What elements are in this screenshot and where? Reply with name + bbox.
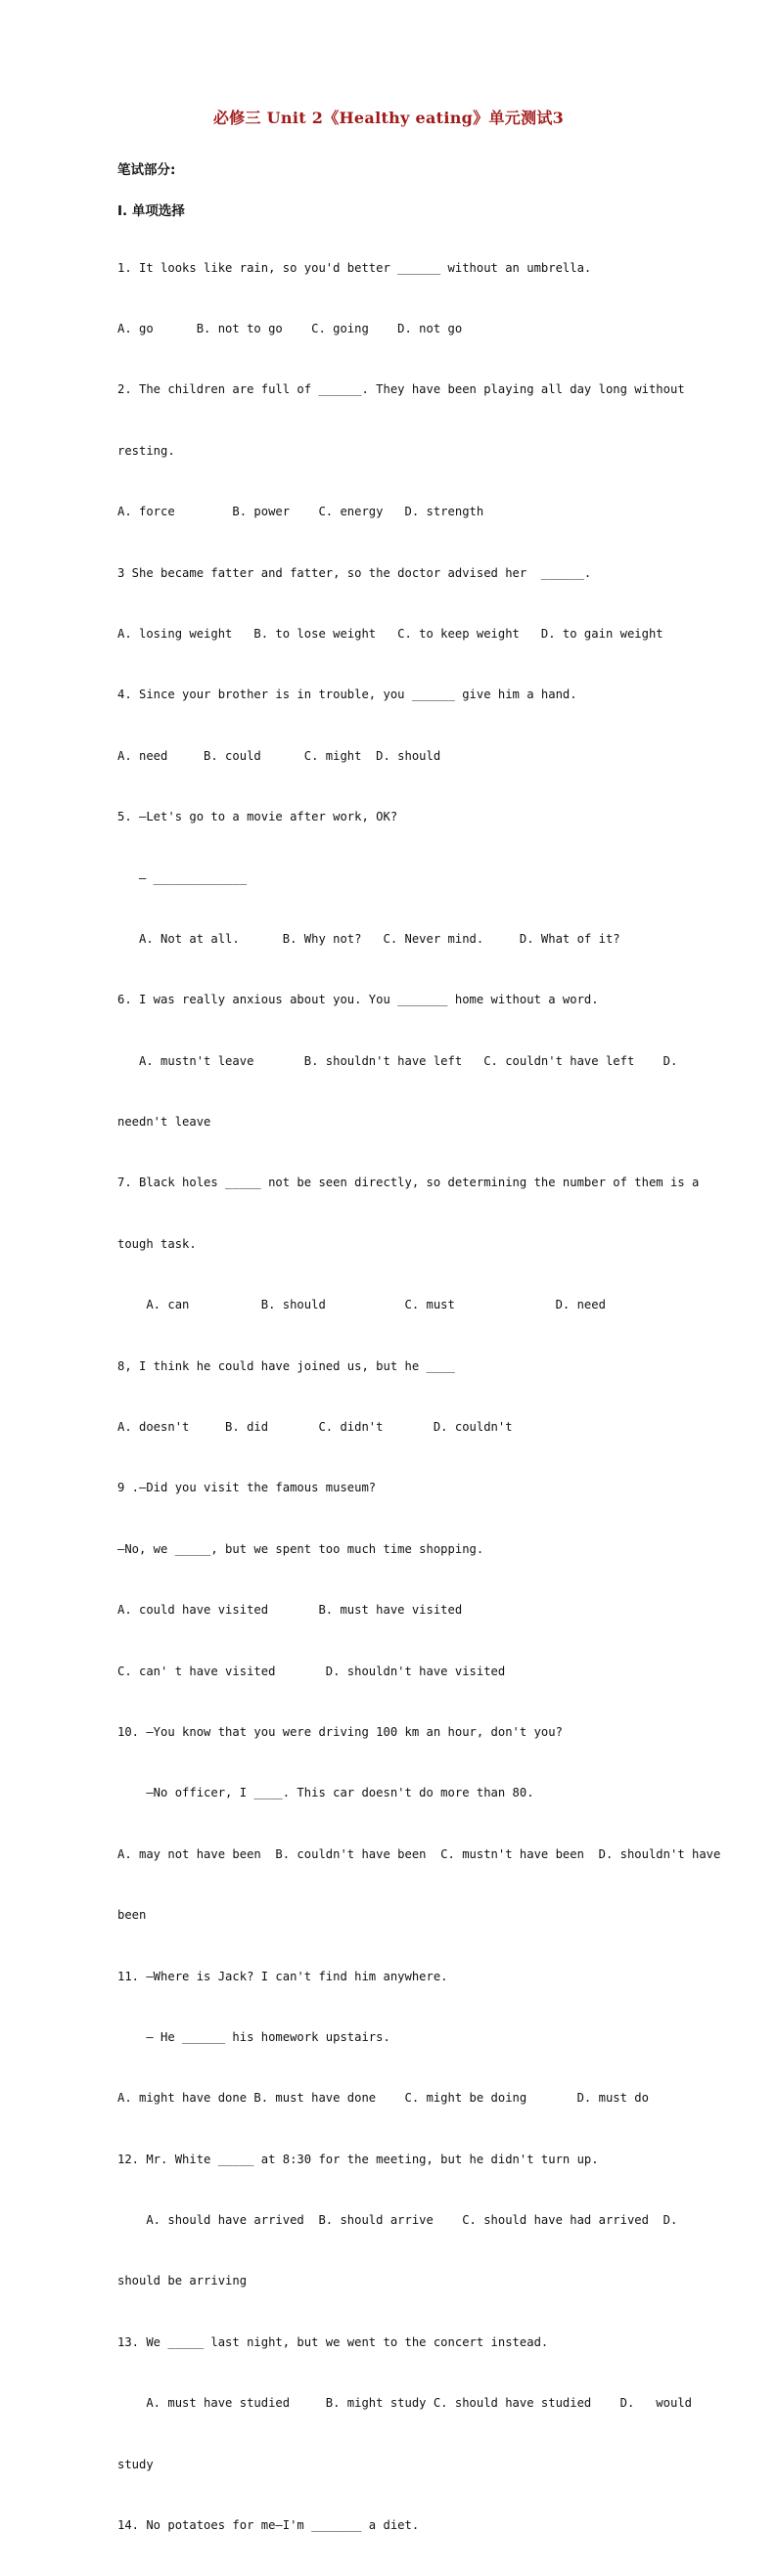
text-line: 9 .—Did you visit the famous museum? xyxy=(117,1481,377,1495)
question-list xyxy=(117,217,721,2576)
text-line: 7. Black holes _____ not be seen directly, so determining the number of them is a xyxy=(117,1176,700,1190)
text-line: A. force B. power C. energy D. strength xyxy=(117,505,484,519)
section-heading: I. 单项选择 xyxy=(117,203,185,219)
text-line: 13. We _____ last night, but we went to the concert instead. xyxy=(117,2334,549,2349)
text-line: study xyxy=(117,2457,154,2471)
text-line: 6. I was really anxious about you. You _______ home without a word. xyxy=(117,993,599,1007)
text-line: 14. No potatoes for me—I'm _______ a diet. xyxy=(117,2518,420,2533)
text-line: A. must have studied B. might study C. should have studied D. would xyxy=(117,2396,692,2411)
text-line: A. go B. not to go C. going D. not go xyxy=(117,321,463,335)
text-line: C. can' t have visited D. shouldn't have visited xyxy=(117,1664,506,1678)
text-line: A. losing weight B. to lose weight C. to keep weight D. to gain weight xyxy=(117,626,663,641)
text-line: 11. —Where is Jack? I can't find him anywhere. xyxy=(117,1969,448,1983)
text-line: — He ______ his homework upstairs. xyxy=(117,2029,390,2044)
text-line: 1. It looks like rain, so you'd better ______ without an umbrella. xyxy=(117,260,592,275)
text-line: A. Not at all. B. Why not? C. Never mind. D. What of it? xyxy=(117,931,620,946)
text-line: A. might have done B. must have done C. might be doing D. must do xyxy=(117,2091,649,2106)
text-line: should be arriving xyxy=(117,2274,248,2288)
text-line: been xyxy=(117,1908,147,1923)
text-line: A. may not have been B. couldn't have been C. mustn't have been D. shouldn't have xyxy=(117,1846,721,1861)
text-line: resting. xyxy=(117,443,175,458)
text-line: 4. Since your brother is in trouble, you ______ give him a hand. xyxy=(117,688,577,702)
text-line: needn't leave xyxy=(117,1115,211,1130)
text-line: 3 She became fatter and fatter, so the doctor advised her ______. xyxy=(117,565,592,580)
document-title: 必修三 Unit 2《Healthy eating》单元测试3 xyxy=(212,109,565,127)
text-line: A. should have arrived B. should arrive C. should have had arrived D. xyxy=(117,2213,678,2228)
text-line: — _____________ xyxy=(117,870,248,885)
text-line: A. could have visited B. must have visited xyxy=(117,1603,463,1618)
text-line: —No officer, I ____. This car doesn't do more than 80. xyxy=(117,1786,534,1800)
written-part-heading: 笔试部分: xyxy=(117,162,176,178)
text-line: 2. The children are full of ______. They have been playing all day long without xyxy=(117,382,685,397)
text-line: A. mustn't leave B. shouldn't have left C. couldn't have left D. xyxy=(117,1053,678,1068)
text-line: tough task. xyxy=(117,1236,197,1251)
text-line: 5. —Let's go to a movie after work, OK? xyxy=(117,810,398,824)
text-line: 10. —You know that you were driving 100 km an hour, don't you? xyxy=(117,1724,563,1739)
text-line: A. can B. should C. must D. need xyxy=(117,1298,606,1312)
text-line: A. need B. could C. might D. should xyxy=(117,748,441,763)
text-line: 12. Mr. White _____ at 8:30 for the meeting, but he didn't turn up. xyxy=(117,2152,599,2166)
text-line: 8, I think he could have joined us, but he ____ xyxy=(117,1358,455,1373)
text-line: —No, we _____, but we spent too much time shopping. xyxy=(117,1541,484,1556)
text-line: A. doesn't B. did C. didn't D. couldn't xyxy=(117,1420,513,1435)
